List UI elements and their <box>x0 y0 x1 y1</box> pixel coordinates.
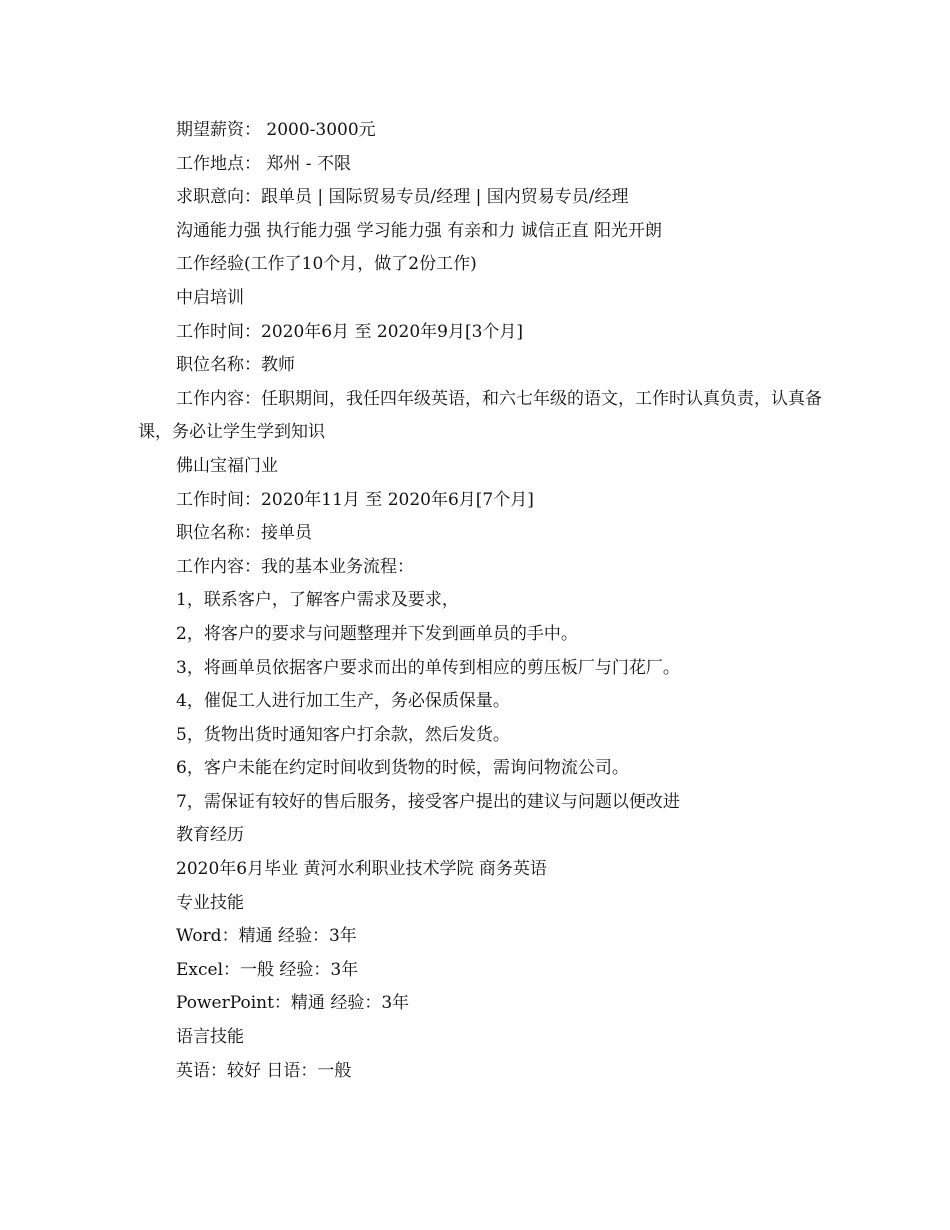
process-step: 4，催促工人进行加工生产，务必保质保量。 <box>176 691 510 712</box>
personal-strengths: 沟通能力强 执行能力强 学习能力强 有亲和力 诚信正直 阳光开朗 <box>176 220 663 241</box>
work-period-2: 工作时间：2020年11月 至 2020年6月[7个月] <box>176 489 534 510</box>
process-step: 5，货物出货时通知客户打余款，然后发货。 <box>176 724 510 745</box>
work-experience-summary: 工作经验(工作了10个月，做了2份工作) <box>176 254 477 275</box>
skills-heading: 专业技能 <box>176 892 244 913</box>
work-period-1: 工作时间：2020年6月 至 2020年9月[3个月] <box>176 321 524 342</box>
education-entry: 2020年6月毕业 黄河水利职业技术学院 商务英语 <box>176 859 547 880</box>
education-heading: 教育经历 <box>176 825 244 846</box>
process-step: 7，需保证有较好的售后服务，接受客户提出的建议与问题以便改进 <box>176 791 680 812</box>
language-skills-entry: 英语：较好 日语：一般 <box>176 1060 352 1081</box>
resume-content <box>138 114 838 1088</box>
job-intention: 求职意向：跟单员 | 国际贸易专员/经理 | 国内贸易专员/经理 <box>176 187 629 208</box>
process-step: 2，将客户的要求与问题整理并下发到画单员的手中。 <box>176 623 578 644</box>
company-name-2: 佛山宝福门业 <box>176 455 278 476</box>
company-name-1: 中启培训 <box>176 287 244 308</box>
job-title-2: 职位名称：接单员 <box>176 523 312 544</box>
skill-item: PowerPoint：精通 经验：3年 <box>176 993 410 1014</box>
skill-item: Excel：一般 经验：3年 <box>176 959 359 980</box>
expected-salary: 期望薪资： 2000-3000元 <box>176 120 376 140</box>
job-description-1: 工作内容：任职期间，我任四年级英语，和六七年级的语文，工作时认真负责，认真备课，务必让学生学到知识 <box>138 388 822 443</box>
job-description-2: 工作内容：我的基本业务流程： <box>176 556 414 577</box>
process-step: 3，将画单员依据客户要求而出的单传到相应的剪压板厂与门花厂。 <box>176 657 680 678</box>
language-skills-heading: 语言技能 <box>176 1027 244 1048</box>
job-title-1: 职位名称：教师 <box>176 355 295 376</box>
process-step: 6，客户未能在约定时间收到货物的时候，需询问物流公司。 <box>176 758 629 779</box>
process-step: 1，联系客户，了解客户需求及要求， <box>176 590 459 611</box>
work-location: 工作地点： 郑州 - 不限 <box>176 153 351 174</box>
skill-item: Word：精通 经验：3年 <box>176 926 357 947</box>
